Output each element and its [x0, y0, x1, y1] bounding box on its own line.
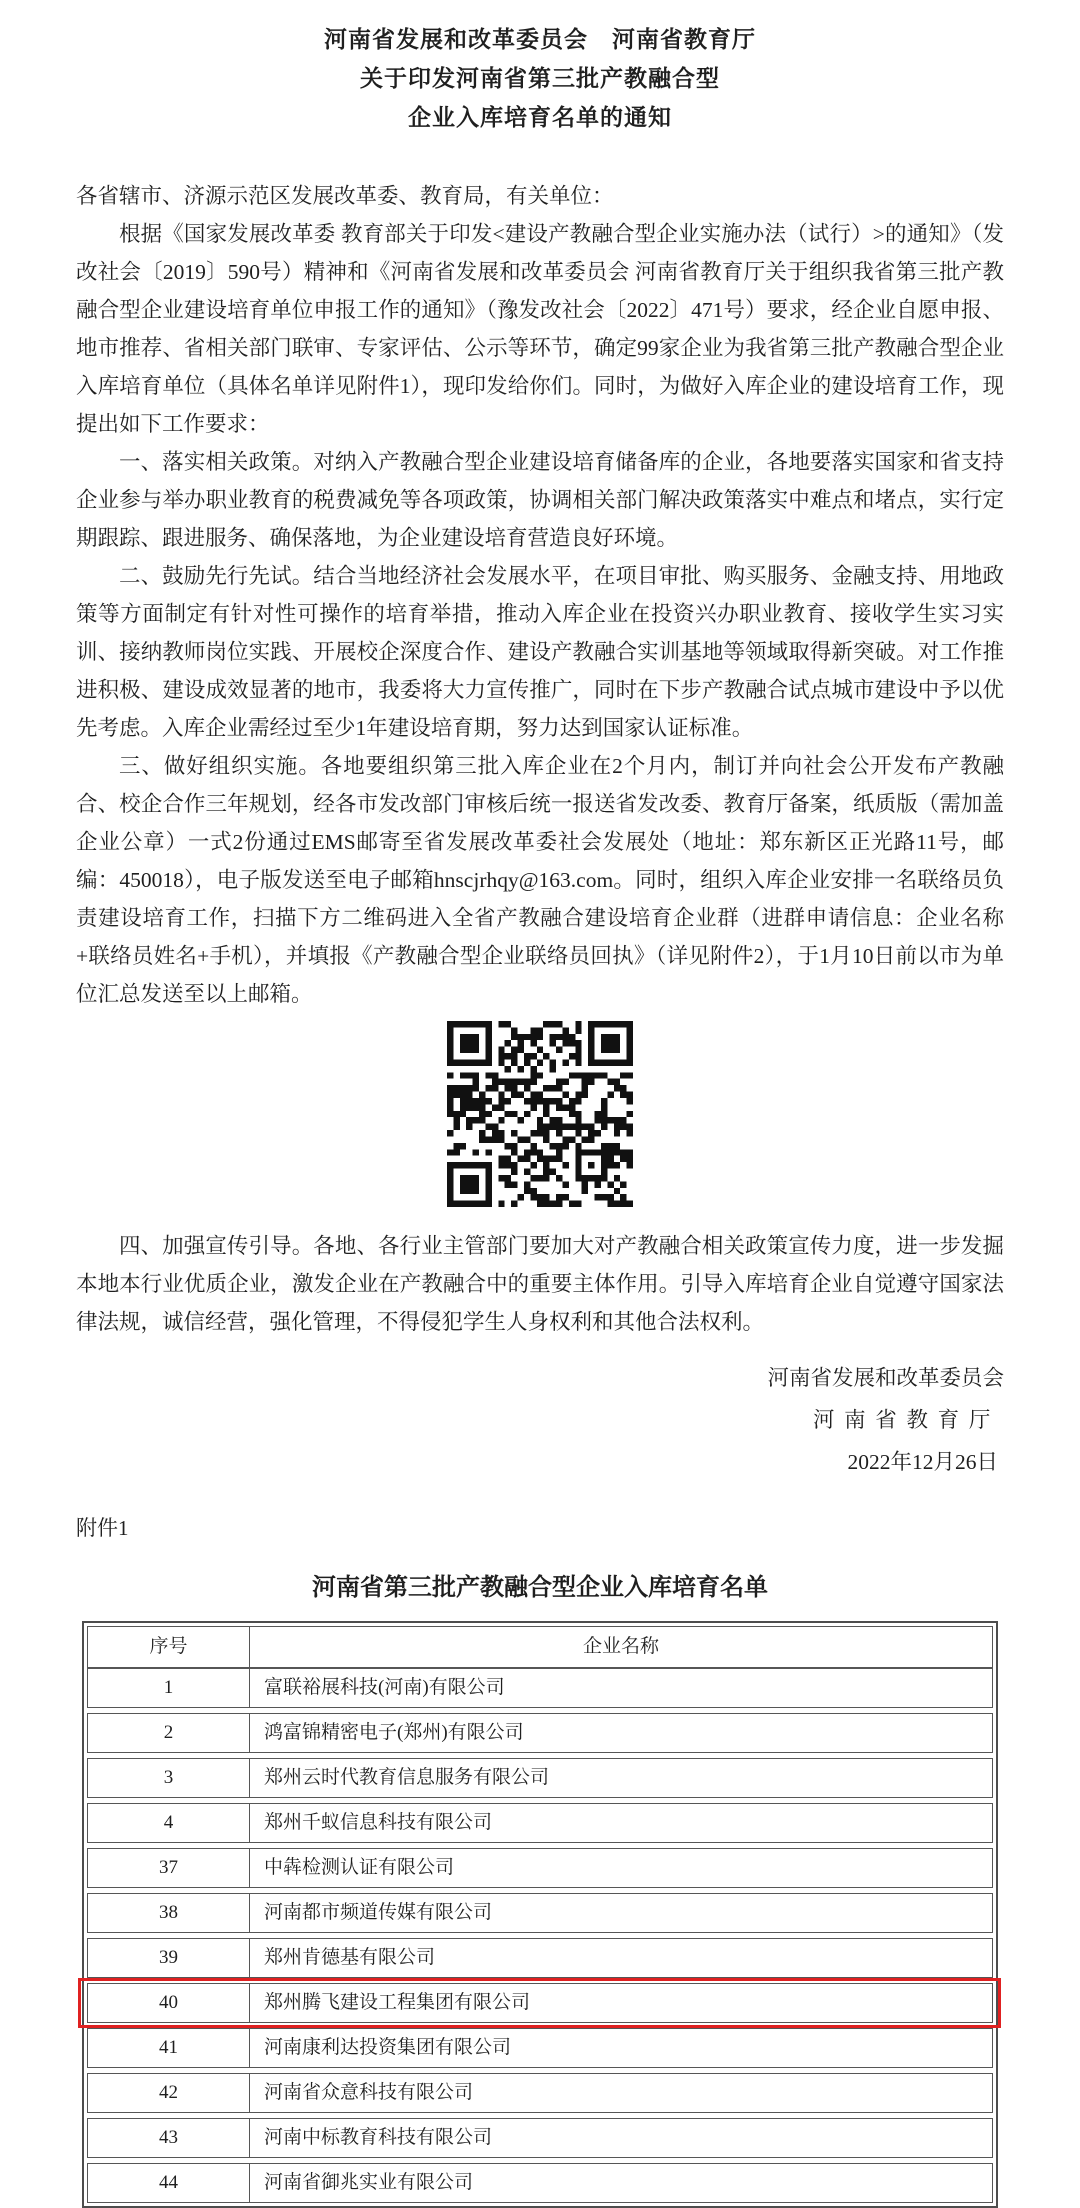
table-header-name: 企业名称 [582, 1636, 659, 1657]
row-serial-number: 38 [88, 1894, 250, 1932]
row-serial-number: 1 [88, 1669, 250, 1707]
row-serial-number: 44 [88, 2164, 250, 2202]
table-header-no: 序号 [88, 1627, 250, 1667]
table-body [87, 1668, 993, 2203]
row-company-name: 富联裕展科技(河南)有限公司 [264, 1677, 505, 1698]
table-row [87, 2163, 993, 2203]
row-serial-number: 37 [88, 1849, 250, 1887]
table-row [87, 2073, 993, 2113]
table-row [87, 1803, 993, 1843]
row-company-name: 中犇检测认证有限公司 [264, 1857, 455, 1878]
document-title-line-2: 关于印发河南省第三批产教融合型 [360, 66, 720, 91]
table-row [87, 1848, 993, 1888]
row-company-name: 鸿富锦精密电子(郑州)有限公司 [264, 1722, 524, 1743]
row-serial-number: 41 [88, 2029, 250, 2067]
paragraph: 三、做好组织实施。各地要组织第三批入库企业在2个月内，制订并向社会公开发布产教融合、校企合作三年规划，经各市发改部门审核后统一报送省发改委、教育厅备案，纸质版（需加盖企业公章）一式2份通过EMS邮寄至省发展改革委社会发展处（地址：郑东新区正光路11号，邮编：450018），电子版发送至电子邮箱hnscjrhqy@163.com。同时，组织入库企业安排一名联络员负责建设培育工作，扫描下方二维码进入全省产教融合建设培育企业群（进群申请信息：企业名称+联络员姓名+手机），并填报《产教融合型企业联络员回执》（详见附件2），于1月10日前以市为单位汇总发送至以上邮箱。 [76, 754, 1004, 1006]
paragraphs [76, 215, 1004, 1013]
table-row [87, 1668, 993, 1708]
document-body [76, 177, 1004, 2208]
qr-code-image [446, 1021, 634, 1207]
row-company-name: 河南省众意科技有限公司 [264, 2082, 474, 2103]
table-row [87, 1893, 993, 1933]
row-serial-number: 40 [88, 1984, 250, 2022]
table-header-row [87, 1626, 993, 1668]
row-serial-number: 39 [88, 1939, 250, 1977]
row-company-name: 郑州云时代教育信息服务有限公司 [264, 1767, 550, 1788]
signature-org-1: 河南省发展和改革委员会 [767, 1366, 1004, 1390]
row-serial-number: 2 [88, 1714, 250, 1752]
company-table [82, 1621, 998, 2208]
qr-code [76, 1021, 1004, 1219]
table-row [87, 1713, 993, 1753]
table-row [87, 1983, 993, 2023]
table-row [87, 1758, 993, 1798]
table-row [87, 1938, 993, 1978]
table-row [87, 2028, 993, 2068]
row-serial-number: 3 [88, 1759, 250, 1797]
row-company-name: 河南康利达投资集团有限公司 [264, 2037, 512, 2058]
row-serial-number: 4 [88, 1804, 250, 1842]
row-company-name: 郑州千蚁信息科技有限公司 [264, 1812, 493, 1833]
attachment-label: 附件1 [76, 1516, 129, 1540]
closing-paragraph: 四、加强宣传引导。各地、各行业主管部门要加大对产教融合相关政策宣传力度，进一步发掘本地本行业优质企业，激发企业在产教融合中的重要主体作用。引导入库培育企业自觉遵守国家法律法规，诚信经营，强化管理，不得侵犯学生人身权利和其他合法权利。 [76, 1234, 1004, 1334]
row-company-name: 河南都市频道传媒有限公司 [264, 1902, 493, 1923]
paragraph: 根据《国家发展改革委 教育部关于印发<建设产教融合型企业实施办法（试行）>的通知》（发改社会〔2019〕590号）精神和《河南省发展和改革委员会 河南省教育厅关于组织我省第三批产教融合型企业建设培育单位申报工作的通知》（豫发改社会〔2022〕471号）要求，经企业自愿申报、地市推荐、省相关部门联审、专家评估、公示等环节，确定99家企业为我省第三批产教融合型企业入库培育单位（具体名单详见附件1），现印发给你们。同时，为做好入库企业的建设培育工作，现提出如下工作要求： [76, 222, 1004, 436]
signature-date: 2022年12月26日 [847, 1450, 998, 1474]
row-company-name: 郑州肯德基有限公司 [264, 1947, 436, 1968]
row-company-name: 郑州腾飞建设工程集团有限公司 [264, 1992, 531, 2013]
signature-org-2: 河南省教育厅 [812, 1408, 1000, 1432]
paragraph: 一、落实相关政策。对纳入产教融合型企业建设培育储备库的企业，各地要落实国家和省支持企业参与举办职业教育的税费减免等各项政策，协调相关部门解决政策落实中难点和堵点，实行定期跟踪、跟进服务、确保落地，为企业建设培育营造良好环境。 [76, 450, 1004, 550]
table-row [87, 2118, 993, 2158]
signature-block [76, 1357, 1004, 1483]
table-title: 河南省第三批产教融合型企业入库培育名单 [312, 1575, 768, 1601]
document-title-line-3: 企业入库培育名单的通知 [408, 105, 672, 130]
row-company-name: 河南中标教育科技有限公司 [264, 2127, 493, 2148]
paragraph: 二、鼓励先行先试。结合当地经济社会发展水平，在项目审批、购买服务、金融支持、用地政策等方面制定有针对性可操作的培育举措，推动入库企业在投资兴办职业教育、接收学生实习实训、接纳教师岗位实践、开展校企深度合作、建设产教融合实训基地等领域取得新突破。对工作推进积极、建设成效显著的地市，我委将大力宣传推广，同时在下步产教融合试点城市建设中予以优先考虑。入库企业需经过至少1年建设培育期，努力达到国家认证标准。 [76, 564, 1004, 740]
row-company-name: 河南省御兆实业有限公司 [264, 2172, 474, 2193]
document-title-line-1: 河南省发展和改革委员会 河南省教育厅 [324, 27, 756, 52]
row-serial-number: 42 [88, 2074, 250, 2112]
document-title [76, 20, 1004, 137]
salutation: 各省辖市、济源示范区发展改革委、教育局，有关单位： [76, 184, 614, 208]
row-serial-number: 43 [88, 2119, 250, 2157]
